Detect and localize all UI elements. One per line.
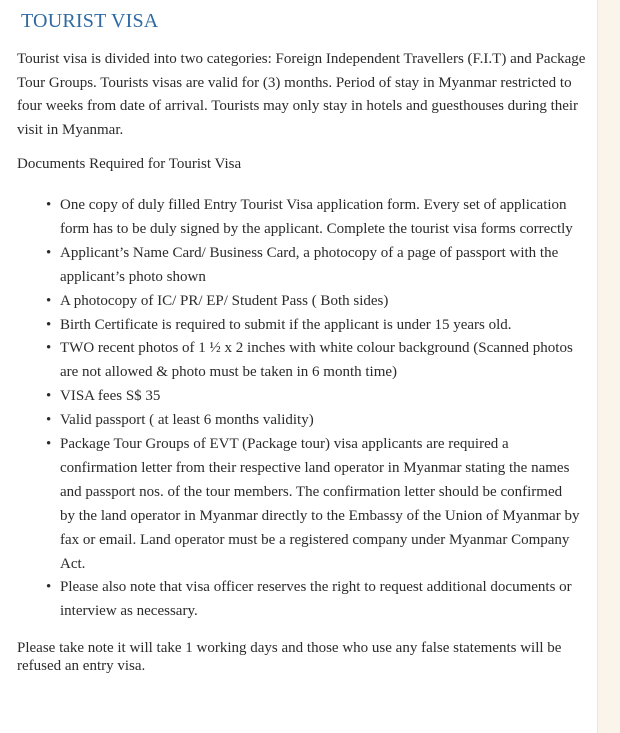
list-item xyxy=(46,385,588,409)
side-panel xyxy=(597,0,620,733)
bullet-icon: • xyxy=(46,316,52,333)
documents-heading: Documents Required for Tourist Visa xyxy=(17,156,242,173)
bullet-icon: • xyxy=(46,292,52,309)
bullet-icon: • xyxy=(46,340,52,357)
list-item xyxy=(46,433,588,576)
list-item-text: Birth Certificate is required to submit if the applicant is under 15 years old. xyxy=(60,316,512,333)
list-item-text: One copy of duly filled Entry Tourist Visa application form. Every set of application form has to be duly signed by the applicant. Complete the tourist visa forms correctly xyxy=(60,196,573,237)
list-item-text: Package Tour Groups of EVT (Package tour) visa applicants are required a confirmation letter from their respective land operator in Myanmar stating the names and passport nos. of the tour members. The confirmation letter should be confirmed by the land operator in Myanmar directly to the Embassy of the Union of Myanmar by fax or email. Land operator must be a registered company under Myanmar Company Act. xyxy=(60,436,580,572)
requirements-list xyxy=(17,194,588,624)
list-item xyxy=(46,194,588,242)
list-item xyxy=(46,576,588,624)
page-title: TOURIST VISA xyxy=(21,10,159,32)
bullet-icon: • xyxy=(46,579,52,596)
list-item xyxy=(46,314,588,338)
list-item xyxy=(46,409,588,433)
list-item-text: TWO recent photos of 1 ½ x 2 inches with white colour background (Scanned photos are not allowed & photo must be taken in 6 month time) xyxy=(60,340,573,381)
list-item xyxy=(46,242,588,290)
list-item-text: Valid passport ( at least 6 months validity) xyxy=(60,412,314,429)
list-item-text: A photocopy of IC/ PR/ EP/ Student Pass ( Both sides) xyxy=(60,292,389,309)
list-item xyxy=(46,337,588,385)
bullet-icon: • xyxy=(46,244,52,261)
list-item xyxy=(46,290,588,314)
bullet-icon: • xyxy=(46,412,52,429)
bullet-icon: • xyxy=(46,388,52,405)
intro-paragraph: Tourist visa is divided into two categories: Foreign Independent Travellers (F.I.T) and Package Tour Groups. Tourists visas are valid for (3) months. Period of stay in Myanmar restricted to four weeks from date of arrival. Tourists may only stay in hotels and guesthouses during their visit in Myanmar. xyxy=(17,51,586,138)
bullet-icon: • xyxy=(46,196,52,213)
list-item-text: Please also note that visa officer reserves the right to request additional documents or interview as necessary. xyxy=(60,579,572,620)
closing-note: Please take note it will take 1 working days and those who use any false statements will be refused an entry visa. xyxy=(17,640,562,675)
bullet-icon: • xyxy=(46,436,52,453)
list-item-text: Applicant’s Name Card/ Business Card, a photocopy of a page of passport with the applicant’s photo shown xyxy=(60,244,559,285)
list-item-text: VISA fees S$ 35 xyxy=(60,388,161,405)
